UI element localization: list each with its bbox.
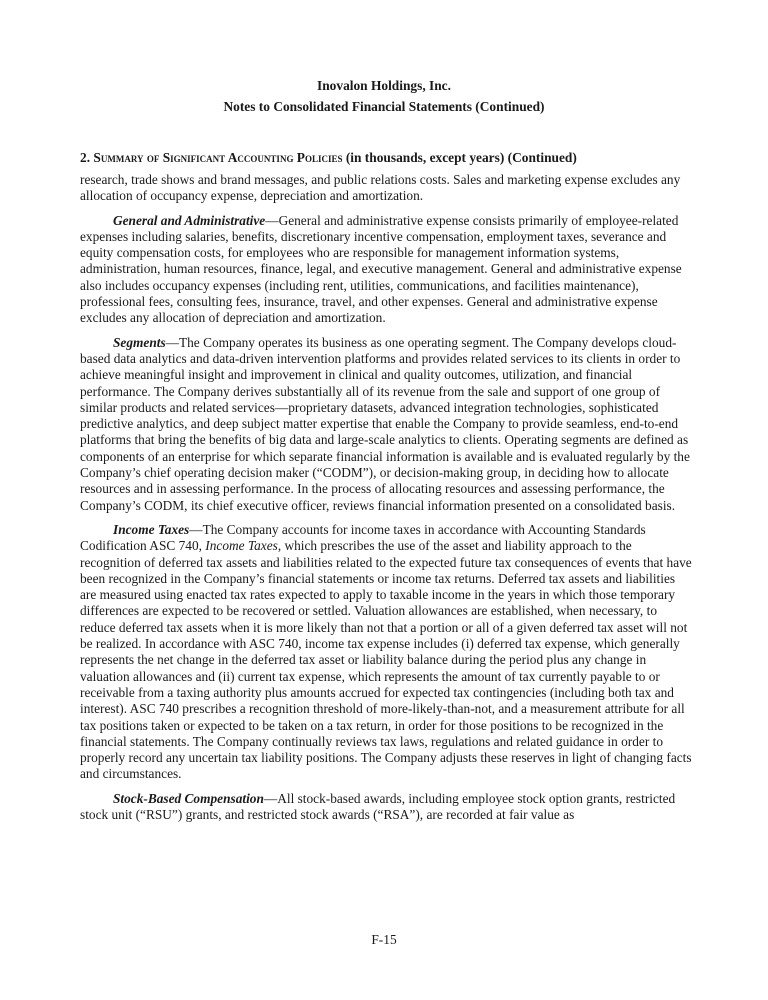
text-income-taxes-part2: , which prescribes the use of the asset and liability approach to the recognition of deferred tax assets and liabilities related to the expected future tax consequences of events that have been recognized in the Company’s financial statements or income tax returns. Deferred tax assets and liabilities are measured using enacted tax rates expected to apply to taxable income in the years in which those temporary differences are expected to be recovered or settled. Valuation allowances are established, when necessary, to reduce deferred tax assets when it is more likely than not that a portion or all of a given deferred tax asset will not be realized. In accordance with ASC 740, income tax expense includes (i) deferred tax expense, which generally represents the net change in the deferred tax asset or liability balance during the period plus any change in valuation allowances and (ii) current tax expense, which represents the amount of tax currently payable to or receivable from a taxing authority plus amounts accrued for expected tax contingencies (including both tax and interest). ASC 740 prescribes a recognition threshold of more-likely-than-not, and a measurement attribute for all tax positions taken or expected to be taken on a tax return, in order for those positions to be recognized in the financial statements. The Company continually reviews tax laws, regulations and related guidance in order to properly record any uncertain tax liability positions. The Company adjusts these reserves in light of changing facts and circumstances. — [80, 538, 692, 782]
section-title: Summary of Significant Accounting Policies — [93, 150, 343, 165]
term-income-taxes: Income Taxes — [113, 521, 190, 537]
section-qualifier: (in thousands, except years) (Continued) — [342, 150, 577, 165]
term-segments: Segments — [113, 334, 166, 350]
text-segments: —The Company operates its business as one operating segment. The Company develops cloud-based data analytics and data-driven intervention platforms and provides related services to its clients in order to achieve meaningful insight and improvement in clinical and quality outcomes, utilization, and financial performance. The Company derives substantially all of its revenue from the sale and support of one group of similar products and related services—proprietary datasets, advanced integration technologies, sophisticated predictive analytics, and deep subject matter expertise that enable the Company to provide seamless, end-to-end platforms that bring the benefits of big data and large-scale analytics to clients. Operating segments are defined as components of an enterprise for which separate financial information is available and is evaluated regularly by the Company’s chief operating decision maker (“CODM”), or decision-making group, in deciding how to allocate resources and in assessing performance. In the process of allocating resources and assessing performance, the Company’s CODM, its chief executive officer, reviews financial information presented on a consolidated basis. — [80, 334, 690, 513]
term-stock-based-compensation: Stock-Based Compensation — [113, 790, 264, 806]
text-income-taxes-part1: —The Company accounts for income taxes in accordance with Accounting Standards Codification ASC 740, — [80, 521, 646, 554]
text-stock-based-compensation: —All stock-based awards, including employee stock option grants, restricted stock unit (“RSU”) grants, and restricted stock awards (“RSA”), are recorded at fair value as — [80, 790, 676, 822]
document-subtitle: Notes to Consolidated Financial Statements (Continued) — [223, 99, 545, 114]
section-heading — [80, 150, 700, 166]
paragraph-general-administrative — [80, 213, 692, 327]
page-number: F-15 — [371, 932, 397, 947]
paragraph-continuation: research, trade shows and brand messages, and public relations costs. Sales and marketing expense excludes any allocation of occupancy expense, depreciation and amortization. — [80, 172, 681, 204]
company-name: Inovalon Holdings, Inc. — [317, 78, 451, 93]
term-general-administrative: General and Administrative — [113, 212, 266, 228]
body-text — [80, 172, 692, 831]
paragraph-segments — [80, 335, 692, 514]
text-general-administrative: —General and administrative expense consists primarily of employee-related expenses including salaries, benefits, discretionary incentive compensation, employment taxes, severance and equity compensation costs, for employees who are responsible for management information systems, administration, human resources, finance, legal, and executive management. General and administrative expense also includes occupancy expenses (including rent, utilities, communications, and facilities maintenance), professional fees, consulting fees, insurance, travel, and other expenses. General and administrative expense excludes any allocation of depreciation and amortization. — [80, 212, 682, 326]
paragraph-stock-based-compensation — [80, 791, 692, 824]
section-number: 2. — [80, 150, 94, 165]
paragraph-income-taxes — [80, 522, 692, 783]
text-income-taxes-italic: Income Taxes — [205, 538, 278, 554]
